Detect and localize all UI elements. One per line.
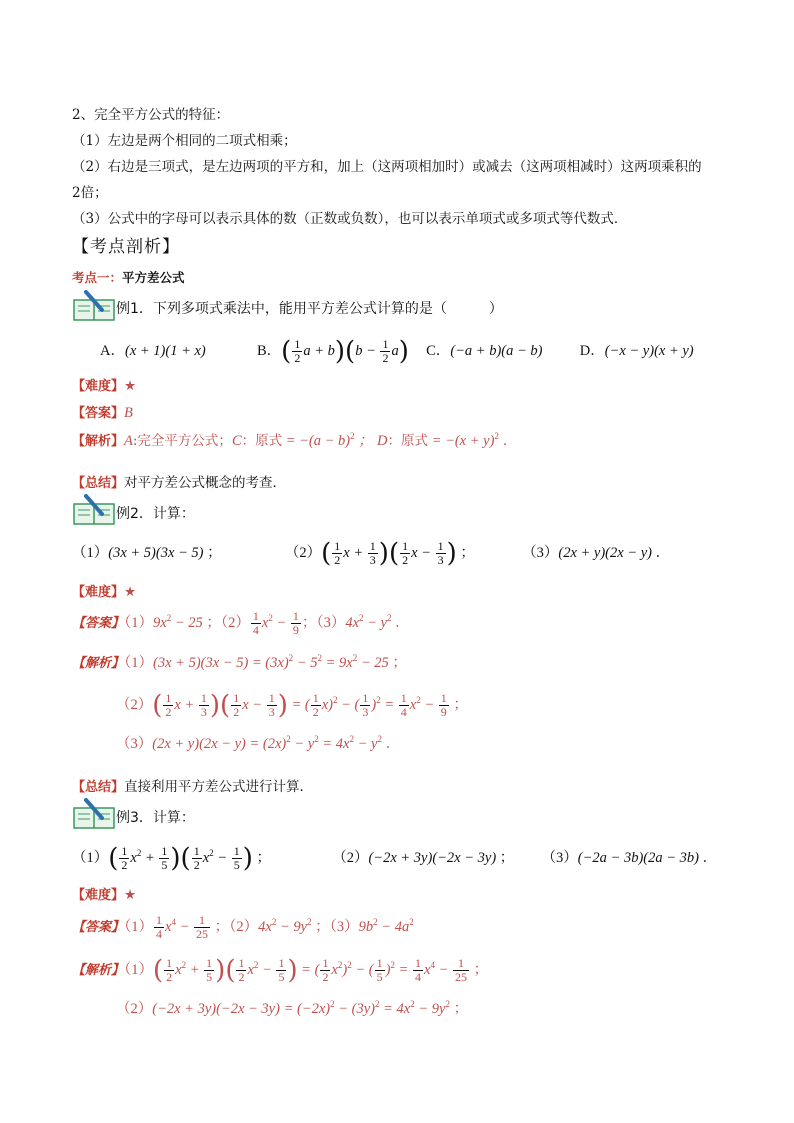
example-3-question: 例3．计算：	[116, 810, 195, 826]
example-2-analysis-3: $(3)(2x + y)(2x - y) = (2x)^2 - y^2 = 4x^2 - y^2$ ．	[116, 734, 401, 752]
book-pen-icon	[72, 290, 116, 322]
example-1-analysis: 【解析】A:完全平方公式；C：原式 = $-(a - b)^2$ ； D：原式 = $-(x + y)^2$ ．	[72, 431, 518, 449]
example-1-summary: 【总结】对平方差公式概念的考查．	[72, 475, 287, 491]
example-2-analysis-2: （2）( $\frac{1}{2}$ x + $\frac{1}{3}$ )( $\frac{1}{2}$ x − $\frac{1}{3}$ ) = ( $\frac{1}{2}$ x)$^2$ − ( $\frac{1}{3}$ )$^2$ = $\frac{1}{4}$ $x^2$ − $\frac{1}{9}$ ；	[116, 690, 468, 721]
example-3-problems: （1）( $\frac{1}{2}$ $x^2$ + $\frac{1}{5}$ )( $\frac{1}{2}$ $x^2$ − $\frac{1}{5}$ ) ； （2）(−2x + 3y)(−2x − 3y) ； （3）(−2a − 3b)(2a − 3b) ．	[72, 843, 718, 874]
example-2-question: 例2．计算：	[116, 506, 195, 522]
intro-point-1: （1）左边是两个相同的二项式相乘；	[72, 133, 297, 149]
example-3-difficulty: 【难度】★	[72, 887, 137, 903]
example-3-analysis-1: 【解析】（1）( $\frac{1}{2}$ $x^2$ + $\frac{1}{5}$ )( $\frac{1}{2}$ $x^2$ − $\frac{1}{5}$ ) = ( $\frac{1}{2}$ $x^2)^2$ − ( $\frac{1}{5}$ )$^2$ = $\frac{1}{4}$ $x^4$ − $\frac{1}{25}$ ；	[72, 955, 489, 986]
star-icon: ★	[124, 378, 137, 394]
option-b-label: B．	[257, 342, 282, 359]
book-pen-icon	[72, 798, 116, 830]
star-icon: ★	[124, 887, 137, 903]
example-2-analysis-1: 【解析】$(1)(3x + 5)(3x - 5) = (3x)^2 - 5^2 = 9x^2 - 25$ ；	[72, 653, 407, 671]
kaodian-label: 考点一：	[72, 270, 123, 285]
example-2-problems: （1）(3x + 5)(3x − 5) ； （2）( $\frac{1}{2}$ x + $\frac{1}{3}$ )( $\frac{1}{2}$ x − $\frac{1}{3}$ ) ； （3）(2x + y)(2x − y) ．	[72, 538, 671, 569]
option-c-label: C．	[426, 342, 451, 359]
kaodian-title	[72, 268, 185, 286]
example-3-analysis-2: $(2)(-2x + 3y)(-2x - 3y) = (-2x)^2 - (3y)^2 = 4x^2 - 9y^2$ ；	[116, 999, 469, 1017]
example-1-answer	[72, 404, 133, 423]
example-2-answer: 【答案】$(1)9x^2 - 25$ ；（2） $\frac{1}{4}$ $x^2$ − $\frac{1}{9}$ ；$(3)4x^2 - y^2$ ．	[72, 609, 410, 637]
example-3-answer: 【答案】（1） $\frac{1}{4}$ $x^4$ − $\frac{1}{25}$ ；$(2)4x^2 - 9y^2$ ；$(3)9b^2 - 4a^2$	[72, 913, 414, 941]
example-2-difficulty: 【难度】★	[72, 584, 137, 600]
example-2-summary: 【总结】直接利用平方差公式进行计算．	[72, 779, 314, 795]
example-1-difficulty	[72, 377, 136, 396]
star-icon: ★	[124, 584, 137, 600]
intro-title: 2、完全平方公式的特征：	[72, 107, 230, 123]
section-heading: 【考点剖析】	[72, 237, 180, 257]
analysis-tag: 【解析】	[72, 434, 125, 449]
kaodian-name: 平方差公式	[122, 270, 185, 285]
example-1-question: 例1．下列多项式乘法中，能用平方差公式计算的是（ ）	[116, 301, 503, 317]
difficulty-tag: 【难度】	[72, 379, 125, 394]
book-pen-icon	[72, 494, 116, 526]
intro-point-2-cont: 2倍；	[72, 185, 108, 201]
intro-point-2: （2）右边是三项式，是左边两项的平方和，加上（这两项相加时）或减去（这两项相减时）这两项乘积的	[72, 159, 702, 175]
answer-value: B	[124, 405, 133, 421]
option-a-label: A．	[100, 342, 125, 359]
answer-tag: 【答案】	[72, 406, 125, 421]
summary-tag: 【总结】	[72, 476, 125, 491]
example-1-options: A．(x + 1)(1 + x) B．( $\frac{1}{2}$ a + b)(b − $\frac{1}{2}$ a) C．(−a + b)(a − b) D．(−x − y)(x + y)	[100, 336, 694, 367]
option-d-label: D．	[579, 342, 605, 359]
intro-point-3: （3）公式中的字母可以表示具体的数（正数或负数），也可以表示单项式或多项式等代数式．	[72, 211, 628, 227]
